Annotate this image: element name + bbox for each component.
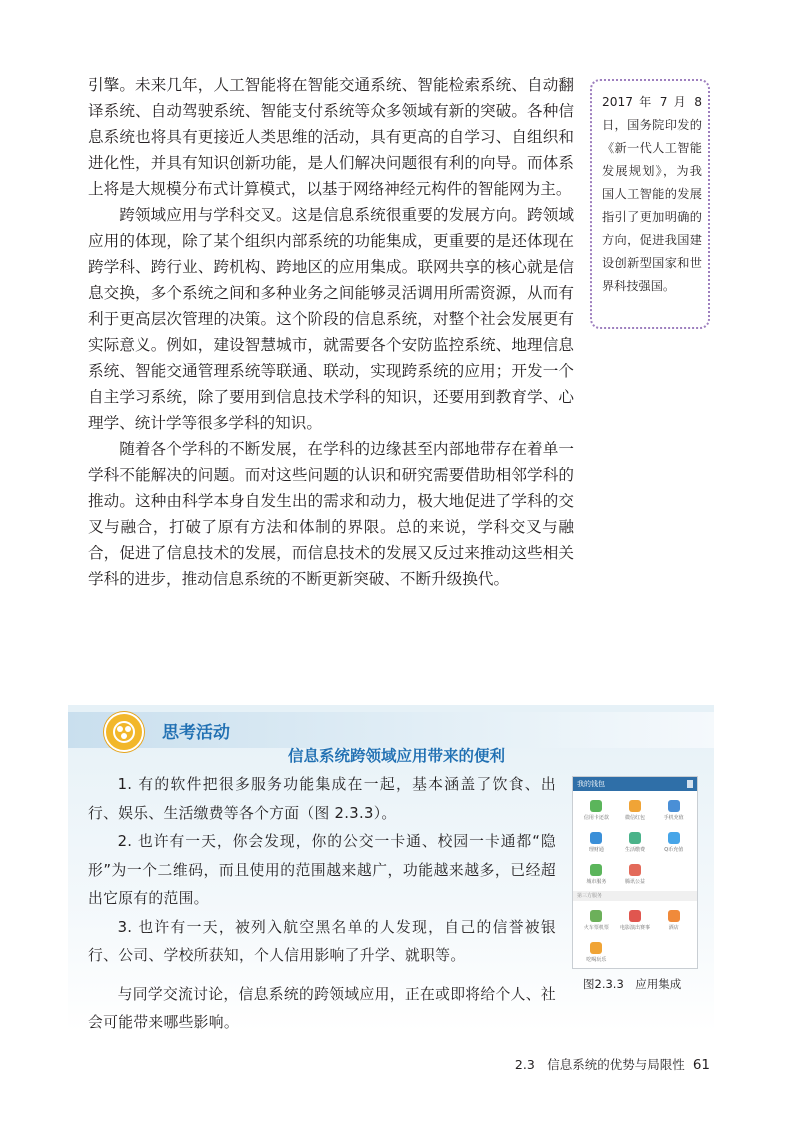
app-icon	[668, 910, 680, 922]
paragraph-3: 随着各个学科的不断发展，在学科的边缘甚至内部地带存在着单一学科不能解决的问题。而对这些问题的认识和研究需要借助相邻学科的推动。这种由科学本身自发生出的需求和动力，极大地促进了学科的交叉与融合，打破了原有方法和体制的界限。总的来说，学科交叉与融合，促进了信息技术的发展，而信息技术的发展又反过来推动这些相关学科的进步，推动信息系统的不断更新突破、不断升级换代。	[88, 440, 574, 588]
app-tile[interactable]	[577, 859, 616, 889]
section-label: 第三方服务	[573, 891, 697, 901]
paragraph-2-text: 这是信息系统很重要的发展方向。跨领域应用的体现，除了某个组织内部系统的功能集成，更重要的是还体现在跨学科、跨行业、跨机构、跨地区的应用集成。联网共享的核心就是信息交换，多个系统之间和多种业务之间能够灵活调用所需资源，从而有利于更高层次管理的决策。这个阶段的信息系统，对整个社会发展更有实际意义。例如，建设智慧城市，就需要各个安防监控系统、地理信息系统、智能交通管理系统等联通、联动，实现跨系统的应用；开发一个自主学习系统，除了要用到信息技术学科的知识，还要用到教育学、心理学、统计学等很多学科的知识。	[88, 206, 574, 432]
activity-title: 思考活动	[162, 723, 230, 743]
phone-header-title: 我的钱包	[577, 780, 605, 788]
app-label: 微信红包	[624, 814, 645, 821]
paragraph-2	[88, 202, 574, 436]
app-label: 城市服务	[586, 878, 607, 885]
app-icon	[668, 867, 680, 879]
app-tile[interactable]	[577, 795, 616, 825]
app-label: 火车票机票	[583, 924, 609, 931]
app-icon	[590, 910, 602, 922]
footer-section: 2.3 信息系统的优势与局限性	[514, 1057, 685, 1072]
app-icon	[629, 832, 641, 844]
paragraph-1: 引擎。未来几年，人工智能将在智能交通系统、智能检索系统、自动翻译系统、自动驾驶系统、智能支付系统等众多领域有新的突破。各种信息系统也将具有更接近人类思维的活动，具有更高的自学习、自组织和进化性，并具有知识创新功能，是人们解决问题很有利的向导。而体系上将是大规模分布式计算模式，以基于网络神经元构件的智能网为主。	[88, 76, 574, 198]
app-tile[interactable]	[577, 905, 616, 935]
app-grid-third-party	[573, 901, 697, 967]
app-tile[interactable]	[577, 937, 616, 967]
app-icon	[590, 832, 602, 844]
app-label: 电影演出赛事	[619, 924, 650, 931]
app-icon	[629, 910, 641, 922]
activity-item-1: 1. 有的软件把很多服务功能集成在一起，基本涵盖了饮食、出行、娱乐、生活缴费等各个方面（图 2.3.3）。	[88, 776, 556, 822]
app-tile[interactable]	[616, 795, 655, 825]
app-tile[interactable]	[654, 827, 693, 857]
activity-text	[88, 771, 556, 1038]
battery-icon	[687, 780, 693, 788]
activity-discussion: 与同学交流讨论，信息系统的跨领域应用，正在或即将给个人、社会可能带来哪些影响。	[88, 985, 556, 1031]
app-tile[interactable]	[616, 905, 655, 935]
main-body-text	[88, 72, 574, 592]
app-label: 腾讯公益	[624, 878, 645, 885]
app-label: 酒店	[668, 924, 679, 931]
app-icon	[590, 942, 602, 954]
phone-header	[573, 777, 697, 791]
paragraph-2-heading: 跨领域应用与学科交叉。	[119, 206, 292, 224]
app-label: 吃喝玩乐	[586, 956, 607, 963]
app-icon	[590, 800, 602, 812]
app-icon	[590, 864, 602, 876]
activity-item-3: 3. 也许有一天，被列入航空黑名单的人发现，自己的信誉被银行、公司、学校所获知，个人信用影响了升学、就职等。	[88, 918, 556, 964]
activity-subtitle: 信息系统跨领域应用带来的便利	[287, 747, 505, 765]
side-note: 2017 年 7 月 8 日，国务院印发的《新一代人工智能发展规划》，为我国人工智能的发展指引了更加明确的方向，促进我国建设创新型国家和世界科技强国。	[590, 79, 710, 329]
app-grid	[573, 791, 697, 889]
app-tile[interactable]	[577, 827, 616, 857]
page-number: 61	[692, 1057, 710, 1073]
app-icon	[629, 800, 641, 812]
app-label: Q币充值	[664, 846, 684, 853]
app-tile[interactable]	[654, 905, 693, 935]
phone-screenshot	[572, 776, 698, 969]
app-icon	[668, 832, 680, 844]
page-footer	[515, 1055, 710, 1073]
app-tile[interactable]	[616, 859, 655, 889]
app-label: 理财通	[588, 846, 604, 853]
app-icon	[668, 800, 680, 812]
app-label: 信用卡还款	[583, 814, 609, 821]
app-icon	[629, 864, 641, 876]
app-label: 手机充值	[663, 814, 684, 821]
activity-item-2: 2. 也许有一天，你会发现，你的公交一卡通、校园一卡通都“隐形”为一个二维码，而且使用的范围越来越广，功能越来越多，已经超出它原有的范围。	[88, 833, 556, 907]
app-tile[interactable]	[616, 827, 655, 857]
app-tile[interactable]	[654, 795, 693, 825]
figure-caption: 图2.3.3 应用集成	[583, 977, 682, 991]
app-label: 生活缴费	[624, 846, 645, 853]
app-tile[interactable]	[654, 859, 693, 889]
